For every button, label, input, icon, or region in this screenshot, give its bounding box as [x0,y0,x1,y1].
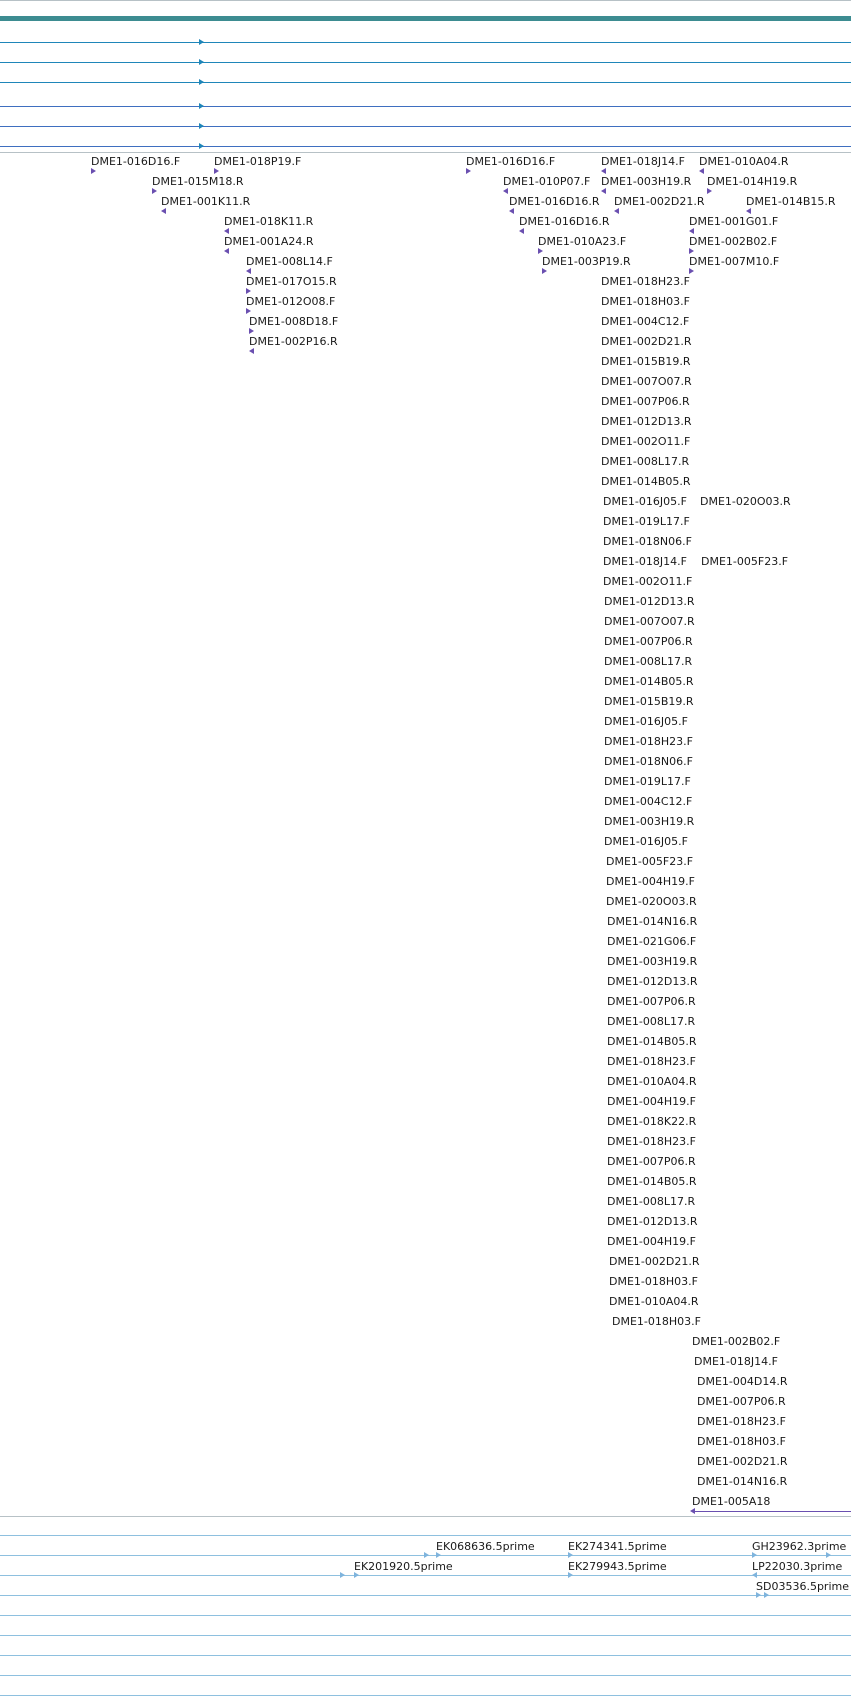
feature-label[interactable]: DME1-014N16.R [697,1475,788,1488]
triangle-left-icon [509,208,514,214]
est-track-line[interactable] [0,1615,851,1616]
feature-label[interactable]: DME1-008L17.R [607,1015,696,1028]
triangle-right-icon [689,248,694,254]
feature-label[interactable]: DME1-005F23.F [606,855,694,868]
triangle-right-icon [199,59,204,65]
feature-label[interactable]: DME1-005A18 [692,1495,771,1508]
feature-label[interactable]: DME1-002O11.F [601,435,691,448]
feature-label[interactable]: DME1-012D13.R [607,975,698,988]
feature-label[interactable]: DME1-007P06.R [604,635,693,648]
feature-label[interactable]: DME1-010A04.R [609,1295,699,1308]
feature-label[interactable]: DME1-005F23.F [701,555,789,568]
feature-label[interactable]: DME1-002B02.F [689,235,778,248]
feature-label[interactable]: DME1-003H19.R [601,175,692,188]
feature-label[interactable]: DME1-002D21.R [697,1455,788,1468]
triangle-right-icon [689,268,694,274]
est-track-line[interactable] [0,1655,851,1656]
feature-label[interactable]: DME1-008L14.F [246,255,333,268]
feature-label[interactable]: DME1-016D16.F [466,155,556,168]
track-separator [0,1516,851,1517]
feature-label[interactable]: DME1-004H19.F [607,1235,696,1248]
triangle-right-icon [542,268,547,274]
triangle-right-icon [214,168,219,174]
feature-label[interactable]: DME1-002B02.F [692,1335,781,1348]
feature-label[interactable]: DME1-010A04.R [699,155,789,168]
feature-label[interactable]: EK274341.5prime [568,1540,667,1553]
feature-label[interactable]: DME1-021G06.F [607,935,697,948]
triangle-right-icon [249,328,254,334]
triangle-right-icon [199,39,204,45]
feature-label[interactable]: DME1-003H19.R [607,955,698,968]
feature-label[interactable]: DME1-018H03.F [612,1315,701,1328]
feature-label[interactable]: DME1-016D16.R [519,215,610,228]
feature-label[interactable]: DME1-001K11.R [161,195,251,208]
triangle-left-icon [614,208,619,214]
feature-label[interactable]: DME1-007P06.R [697,1395,786,1408]
est-track-line[interactable] [0,1595,851,1596]
triangle-right-icon [91,168,96,174]
feature-label[interactable]: DME1-002D21.R [614,195,705,208]
triangle-left-icon [601,168,606,174]
est-track-line[interactable] [0,1575,851,1576]
feature-label[interactable]: DME1-018K11.R [224,215,314,228]
feature-label[interactable]: DME1-007P06.R [607,995,696,1008]
triangle-right-icon [199,103,204,109]
feature-label[interactable]: DME1-014B05.R [601,475,691,488]
track-line[interactable] [0,62,851,63]
triangle-right-icon [246,288,251,294]
feature-label[interactable]: DME1-007O07.R [601,375,692,388]
feature-label[interactable]: DME1-002D21.R [601,335,692,348]
est-track-line[interactable] [0,1535,851,1536]
feature-label[interactable]: DME1-012D13.R [604,595,695,608]
track-line[interactable] [0,82,851,83]
feature-label[interactable]: DME1-001G01.F [689,215,779,228]
feature-label[interactable]: DME1-002O11.F [603,575,693,588]
feature-label[interactable]: DME1-010P07.F [503,175,591,188]
feature-label[interactable]: DME1-007P06.R [607,1155,696,1168]
feature-label[interactable]: DME1-010A04.R [607,1075,697,1088]
track-line[interactable] [0,126,851,127]
feature-label[interactable]: DME1-018H03.F [609,1275,698,1288]
feature-label[interactable]: DME1-020O03.R [606,895,697,908]
feature-label[interactable]: DME1-018N06.F [603,535,692,548]
feature-label[interactable]: DME1-014B15.R [746,195,836,208]
feature-label[interactable]: EK068636.5prime [436,1540,535,1553]
triangle-left-icon [690,1508,695,1514]
feature-label[interactable]: DME1-016J05.F [603,495,687,508]
feature-label[interactable]: EK279943.5prime [568,1560,667,1573]
feature-label[interactable]: DME1-002P16.R [249,335,338,348]
feature-label[interactable]: EK201920.5prime [354,1560,453,1573]
triangle-right-icon [340,1572,345,1578]
feature-label[interactable]: DME1-018H23.F [601,275,690,288]
triangle-left-icon [224,228,229,234]
feature-label[interactable]: DME1-015B19.R [604,695,694,708]
triangle-left-icon [699,168,704,174]
feature-label[interactable]: DME1-004D14.R [697,1375,788,1388]
feature-label[interactable]: DME1-008L17.R [604,655,693,668]
feature-label[interactable]: DME1-012O08.F [246,295,336,308]
triangle-left-icon [519,228,524,234]
triangle-left-icon [503,188,508,194]
track-line[interactable] [0,106,851,107]
feature-label[interactable]: DME1-014B05.R [607,1175,697,1188]
track-separator [0,152,851,153]
feature-label[interactable]: DME1-018H23.F [607,1135,696,1148]
feature-label[interactable]: DME1-016D16.R [509,195,600,208]
feature-label[interactable]: DME1-007M10.F [689,255,780,268]
feature-label[interactable]: DME1-007P06.R [601,395,690,408]
triangle-left-icon [746,208,751,214]
track-line[interactable] [0,146,851,147]
feature-label[interactable]: DME1-008L17.R [601,455,690,468]
feature-label[interactable]: DME1-019L17.F [604,775,691,788]
feature-label[interactable]: DME1-015B19.R [601,355,691,368]
feature-label[interactable]: DME1-014H19.R [707,175,798,188]
feature-label[interactable]: DME1-016D16.F [91,155,181,168]
feature-label[interactable]: DME1-018J14.F [603,555,687,568]
feature-label[interactable]: DME1-003P19.R [542,255,631,268]
triangle-right-icon [466,168,471,174]
feature-label[interactable]: DME1-017O15.R [246,275,337,288]
triangle-left-icon [224,248,229,254]
triangle-left-icon [601,188,606,194]
feature-label[interactable]: SD03536.5prime [756,1580,849,1593]
triangle-right-icon [538,248,543,254]
feature-label[interactable]: DME1-004C12.F [601,315,690,328]
feature-label[interactable]: DME1-012D13.R [601,415,692,428]
feature-label[interactable]: DME1-018K22.R [607,1115,697,1128]
feature-label[interactable]: DME1-014N16.R [607,915,698,928]
triangle-left-icon [161,208,166,214]
triangle-left-icon [246,268,251,274]
feature-label[interactable]: DME1-008L17.R [607,1195,696,1208]
triangle-left-icon [689,228,694,234]
feature-label[interactable]: DME1-014B05.R [604,675,694,688]
triangle-right-icon [199,143,204,149]
top-separator [0,0,851,1]
feature-label[interactable]: DME1-020O03.R [700,495,791,508]
feature-line[interactable] [692,1511,851,1512]
triangle-right-icon [152,188,157,194]
track-line[interactable] [0,42,851,43]
triangle-right-icon [246,308,251,314]
feature-label[interactable]: DME1-018J14.F [694,1355,778,1368]
est-track-line[interactable] [0,1635,851,1636]
est-track-line[interactable] [0,1675,851,1676]
feature-label[interactable]: DME1-018P19.F [214,155,302,168]
feature-label[interactable]: DME1-018H03.F [697,1435,786,1448]
feature-label[interactable]: DME1-018H23.F [607,1055,696,1068]
feature-label[interactable]: DME1-019L17.F [603,515,690,528]
feature-label[interactable]: DME1-012D13.R [607,1215,698,1228]
triangle-right-icon [424,1552,429,1558]
feature-label[interactable]: DME1-018H23.F [604,735,693,748]
feature-label[interactable]: DME1-018N06.F [604,755,693,768]
feature-label[interactable]: DME1-018H23.F [697,1415,786,1428]
feature-label[interactable]: DME1-015M18.R [152,175,244,188]
feature-label[interactable]: DME1-016J05.F [604,835,688,848]
feature-label[interactable]: DME1-007O07.R [604,615,695,628]
top-track-band [0,16,851,21]
feature-label[interactable]: DME1-004C12.F [604,795,693,808]
triangle-right-icon [199,123,204,129]
feature-label[interactable]: DME1-018H03.F [601,295,690,308]
feature-label[interactable]: DME1-016J05.F [604,715,688,728]
feature-label[interactable]: LP22030.3prime [752,1560,843,1573]
feature-label[interactable]: DME1-003H19.R [604,815,695,828]
feature-label[interactable]: DME1-001A24.R [224,235,314,248]
feature-label[interactable]: DME1-014B05.R [607,1035,697,1048]
triangle-left-icon [249,348,254,354]
triangle-right-icon [199,79,204,85]
feature-label[interactable]: DME1-018J14.F [601,155,685,168]
feature-label[interactable]: DME1-002D21.R [609,1255,700,1268]
feature-label[interactable]: GH23962.3prime [752,1540,847,1553]
feature-label[interactable]: DME1-010A23.F [538,235,627,248]
feature-label[interactable]: DME1-004H19.F [606,875,695,888]
triangle-right-icon [707,188,712,194]
feature-label[interactable]: DME1-004H19.F [607,1095,696,1108]
est-track-line[interactable] [0,1695,851,1696]
feature-label[interactable]: DME1-008D18.F [249,315,339,328]
